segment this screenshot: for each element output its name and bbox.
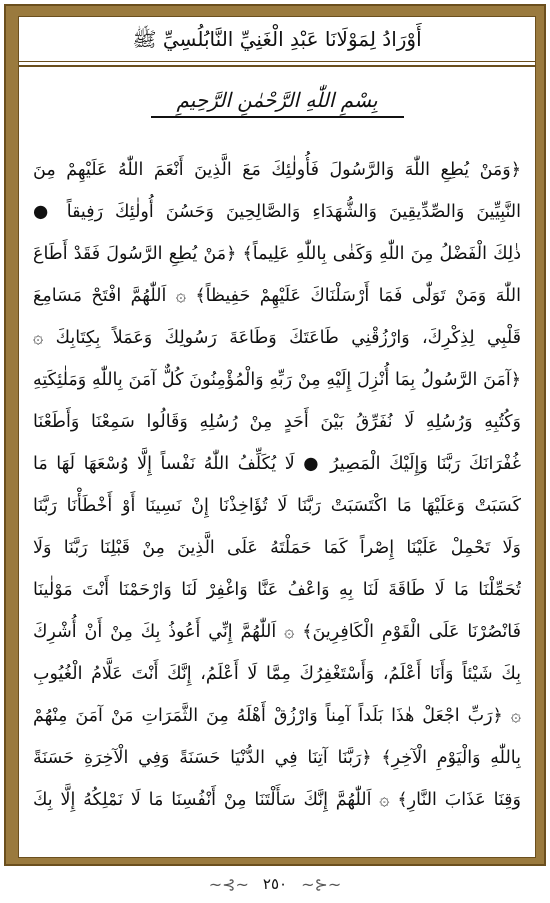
text-line: قَلْبِي لِذِكْرِكَ، وَارْزُقْنِي طَاعَتَكَ وَطَاعَةَ رَسُولِكَ وَعَمَلاً بِكِتَابِكَ ۞ [33, 328, 521, 348]
text-line: تُحَمِّلْنَا مَا لَا طَاقَةَ لَنَا بِهِ وَاعْفُ عَنَّا وَاغْفِرْ لَنَا وَارْحَمْنَا أَنْتَ مَوْلٰينَا [33, 580, 521, 600]
right-ornament-icon: ~⊱~ [301, 874, 342, 894]
page-footer [0, 872, 550, 896]
left-ornament-icon: ~⊰~ [208, 874, 249, 894]
page-number: ٢٥٠ [262, 875, 288, 893]
text-line: وَقِنَا عَذَابَ النَّارِ﴾ ۞ اَللّٰهُمَّ إِنَّكَ سَأَلْتَنَا مِنْ أَنْفُسِنَا مَا لَا نَمْلِكُهُ إِلَّا بِكَ [33, 790, 521, 810]
text-line: وَكُتُبِهِ وَرُسُلِهِ لَا نُفَرِّقُ بَيْنَ أَحَدٍ مِنْ رُسُلِهِ وَقَالُوا سَمِعْنَا وَأَطَعْنَا [33, 412, 521, 432]
title-band [19, 17, 535, 67]
text-panel [18, 16, 536, 858]
page-title: أَوْرَادُ لِمَوْلَانَا عَبْدِ الْغَنِيِّ النَّابُلُسِيِّ ﷺ [132, 26, 422, 51]
text-line: ذٰلِكَ الْفَضْلُ مِنَ اللّٰهِ وَكَفٰى بِاللّٰهِ عَلِيماً﴾ ﴿مَنْ يُطِعِ الرَّسُولَ فَقَدْ أَطَاعَ [33, 244, 521, 264]
text-line: اللّٰهَ وَمَنْ تَوَلّٰى فَمَا أَرْسَلْنَاكَ عَلَيْهِمْ حَفِيظاً﴾ ۞ اَللّٰهُمَّ افْتَحْ مَسَامِعَ [33, 286, 521, 306]
text-body [33, 149, 521, 821]
text-line: كَسَبَتْ وَعَلَيْهَا مَا اكْتَسَبَتْ رَبَّنَا لَا تُؤَاخِذْنَا إِنْ نَسِينَا أَوْ أَخْطَأْنَا رَبَّنَا [33, 496, 521, 516]
basmala-text: بِسْمِ اللّٰهِ الرَّحْمٰنِ الرَّحِيمِ [151, 88, 404, 118]
page-frame [4, 4, 546, 866]
text-line: بِكَ شَيْئاً وَأَنَا أَعْلَمُ، وَأَسْتَغْفِرُكَ مِمَّا لَا أَعْلَمُ، إِنَّكَ أَنْتَ عَلَّامُ الْغُيُوبِ [33, 664, 521, 684]
text-line: ۞ ﴿رَبِّ اجْعَلْ هٰذَا بَلَداً آمِناً وَارْزُقْ أَهْلَهُ مِنَ الثَّمَرَاتِ مَنْ آمَنَ مِنْهُمْ [33, 706, 521, 726]
text-line: غُفْرَانَكَ رَبَّنَا وَإِلَيْكَ الْمَصِيرُ ● لَا يُكَلِّفُ اللّٰهُ نَفْساً إِلَّا وُسْعَهَا لَهَا مَا [33, 454, 521, 474]
text-line: النَّبِيِّينَ وَالصِّدِّيقِينَ وَالشُّهَدَاءِ وَالصَّالِحِينَ وَحَسُنَ أُولٰئِكَ رَفِيقاً ● [33, 202, 521, 222]
text-line: فَانْصُرْنَا عَلَى الْقَوْمِ الْكَافِرِينَ﴾ ۞ اَللّٰهُمَّ إِنِّي أَعُوذُ بِكَ مِنْ أَنْ أُشْرِكَ [33, 622, 521, 642]
text-line: ﴿وَمَنْ يُطِعِ اللّٰهَ وَالرَّسُولَ فَأُولٰئِكَ مَعَ الَّذِينَ أَنْعَمَ اللّٰهُ عَلَيْهِمْ مِنَ [33, 160, 521, 180]
text-line: بِاللّٰهِ وَالْيَوْمِ الْآخِرِ﴾ ﴿رَبَّنَا آتِنَا فِي الدُّنْيَا حَسَنَةً وَفِي الْآخِرَةِ حَسَنَةً [33, 748, 521, 768]
text-line: ﴿آمَنَ الرَّسُولُ بِمَا أُنْزِلَ إِلَيْهِ مِنْ رَبِّهِ وَالْمُؤْمِنُونَ كُلٌّ آمَنَ بِاللّٰهِ وَمَلٰئِكَتِهِ [33, 370, 521, 390]
basmala-calligraphy [19, 73, 535, 133]
text-line: وَلَا تَحْمِلْ عَلَيْنَا إِصْراً كَمَا حَمَلْتَهُ عَلَى الَّذِينَ مِنْ قَبْلِنَا رَبَّنَا وَلَا [33, 538, 521, 558]
